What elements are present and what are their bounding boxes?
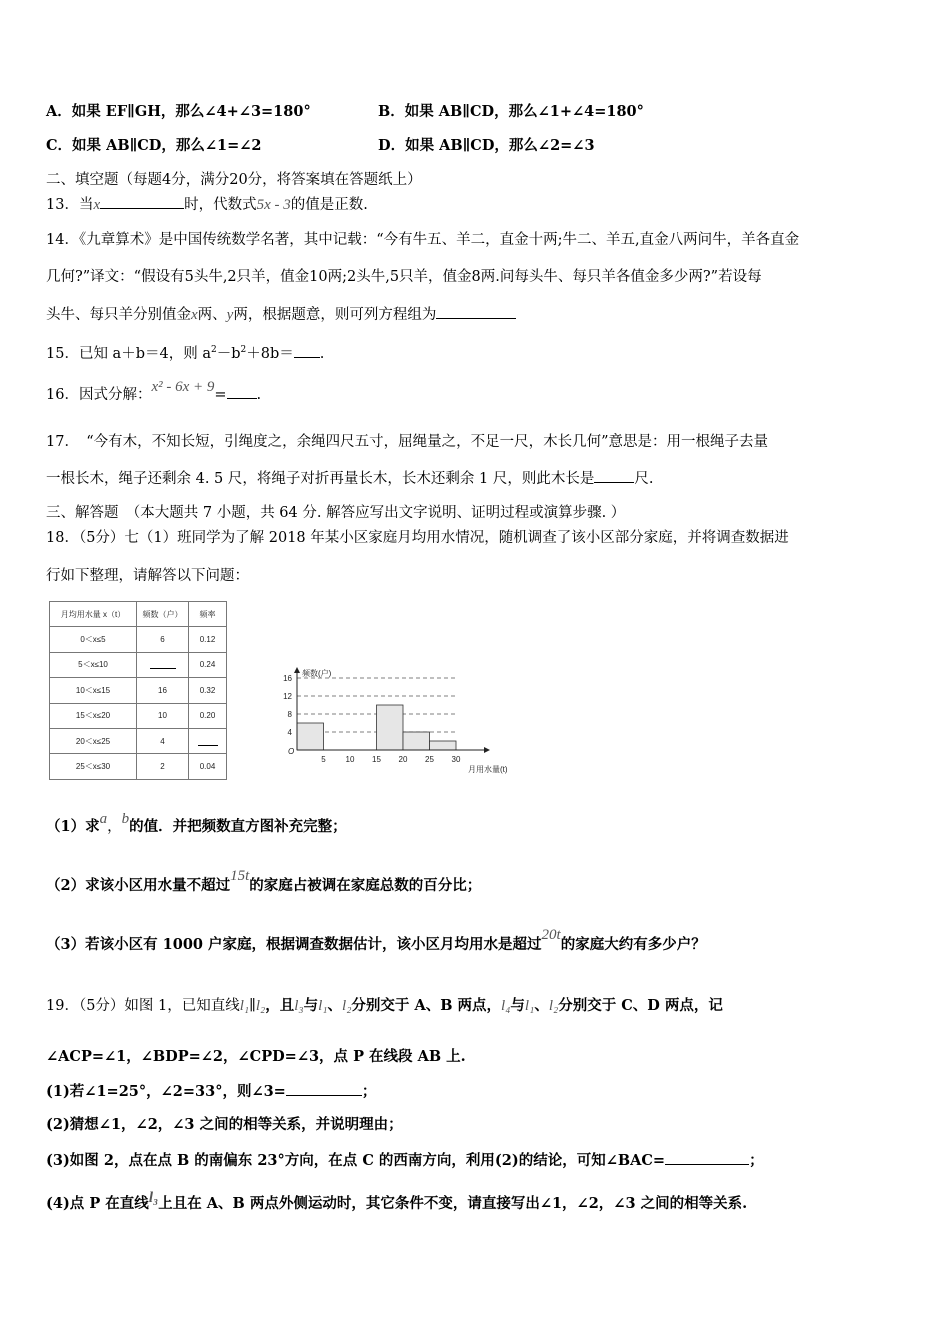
- q19-text: (4)点 P 在直线: [46, 1195, 149, 1212]
- histogram-bar: [297, 723, 324, 750]
- q19-text: 与: [303, 997, 319, 1014]
- answer-blank[interactable]: [594, 468, 634, 483]
- x-tick-label: 20: [398, 755, 408, 764]
- expression: x² - 6x + 9: [151, 379, 215, 395]
- q19-sub-2: (2)猜想∠1，∠2，∠3 之间的相等关系，并说明理由；: [46, 1116, 403, 1133]
- section-2-title: 二、填空题（每题4分，满分20分，将答案填在答题纸上）: [46, 172, 422, 188]
- q19-text: 、: [327, 997, 343, 1014]
- line-l1: l₁: [239, 998, 250, 1014]
- table-row: [50, 627, 227, 652]
- y-tick-label: 8: [287, 710, 292, 719]
- q16-text: 16．因式分解：: [46, 387, 152, 403]
- section-3-title: 三、解答题 （本大题共 7 小题，共 64 分. 解答应写出文字说明、证明过程或演算步骤. ）: [46, 505, 626, 521]
- var-b: b: [121, 811, 130, 827]
- x-tick-label: 30: [451, 755, 461, 764]
- answer-blank[interactable]: [665, 1150, 749, 1165]
- x-axis-label: 月用水量(t): [468, 765, 508, 774]
- table-cell: 0.24: [189, 652, 227, 677]
- q14-line-1: 14．《九章算术》是中国传统数学名著，其中记载：“今有牛五、羊二，直金十两;牛二、羊五,直金八两问牛，羊各直金: [46, 232, 800, 248]
- table-header-row: [50, 602, 227, 627]
- origin-label: O: [288, 747, 295, 756]
- table-row: [50, 728, 227, 753]
- line-l2: l₂: [342, 998, 352, 1014]
- q18-text: （2）求该小区用水量不超过: [46, 877, 231, 894]
- y-axis-label: 频数(户): [302, 669, 332, 678]
- q16-text: .: [256, 387, 262, 403]
- histogram-bar: [430, 741, 457, 750]
- y-tick-label: 16: [283, 674, 292, 683]
- q18-text: ，: [107, 819, 122, 835]
- q18-line-1: 18．（5分）七（1）班同学为了解 2018 年某小区家庭月均用水情况，随机调查了该小区部分家庭，并将调查数据进: [46, 530, 789, 546]
- value: 20t: [541, 927, 561, 943]
- table-cell: 0.04: [189, 754, 227, 779]
- q19-text: ，且: [265, 997, 295, 1014]
- q19-text: (3)如图 2，点在点 B 的南偏东 23°方向，在点 C 的西南方向，利用(2)的结论，可知∠BAC=: [46, 1152, 666, 1169]
- table-cell: 10: [137, 703, 189, 728]
- q13-text: 13．当: [46, 197, 94, 213]
- q18-sub-2: [46, 868, 482, 896]
- exponent: 2: [240, 345, 247, 355]
- answer-blank[interactable]: [286, 1081, 362, 1096]
- table-cell: 15＜x≤20: [50, 703, 137, 728]
- q14-text: 头牛、每只羊分别值金: [46, 307, 191, 323]
- var-y: y: [226, 307, 234, 323]
- q19-text: 分别交于 A、B 两点，: [351, 997, 502, 1014]
- q19-text: 、: [534, 997, 549, 1014]
- line-l1: l₁: [318, 998, 328, 1014]
- q19-text: ∥: [249, 998, 256, 1014]
- answer-blank-a[interactable]: [150, 658, 176, 669]
- q19-text: ；: [749, 1152, 764, 1169]
- question-15: [46, 340, 324, 364]
- answer-blank[interactable]: [100, 194, 184, 209]
- q18-sub-1: [46, 811, 347, 837]
- q19-sub-3: [46, 1150, 764, 1171]
- option-a: A．如果 EF∥GH，那么∠4+∠3=180°: [46, 103, 311, 120]
- question-16: [46, 379, 262, 405]
- x-tick-label: 15: [372, 755, 381, 764]
- line-l3: l₃: [148, 1190, 159, 1206]
- x-tick-label: 25: [425, 755, 434, 764]
- line-l4: l₄: [501, 998, 511, 1014]
- x-tick-label: 10: [345, 755, 355, 764]
- line-l2: l₂: [255, 998, 266, 1014]
- q16-text: =: [214, 387, 227, 403]
- table-row: [50, 652, 227, 677]
- table-cell: 10＜x≤15: [50, 678, 137, 703]
- q15-text: 15．已知 a＋b＝4，则 a: [46, 345, 211, 362]
- var-a: a: [99, 811, 108, 827]
- q13-text: 的值是正数.: [290, 197, 368, 213]
- answer-blank-b[interactable]: [198, 735, 218, 746]
- y-tick-label: 4: [287, 728, 292, 737]
- q18-text: （3）若该小区有 1000 户家庭，根据调查数据估计，该小区月均用水是超过: [46, 936, 542, 953]
- var-x: x: [93, 197, 101, 213]
- table-cell: 2: [137, 754, 189, 779]
- option-c: C．如果 AB∥CD，那么∠1=∠2: [46, 137, 262, 154]
- q14-line-3: [46, 304, 516, 325]
- table-cell: [189, 728, 227, 753]
- q19-text: 与: [510, 997, 525, 1014]
- q18-text: 的值．并把频数直方图补充完整；: [129, 818, 347, 835]
- value: 15t: [230, 868, 250, 884]
- option-b: B．如果 AB∥CD，那么∠1+∠4=180°: [378, 103, 644, 120]
- frequency-table: [49, 601, 227, 780]
- answer-blank[interactable]: [436, 304, 516, 319]
- x-tick-label: 5: [321, 755, 326, 764]
- line-l1: l₁: [524, 998, 535, 1014]
- q15-text: ＋8b＝: [246, 345, 294, 362]
- table-header: 频率: [189, 602, 227, 627]
- q19-sub-1: [46, 1081, 376, 1102]
- table-cell: 0.32: [189, 678, 227, 703]
- q19-text: (1)若∠1=25°，∠2=33°，则∠3=: [46, 1083, 286, 1100]
- line-l3: l₃: [294, 998, 304, 1014]
- table-row: [50, 754, 227, 779]
- question-13: [46, 194, 368, 215]
- histogram-bar: [403, 732, 430, 750]
- q17-line-2: [46, 468, 653, 489]
- answer-blank[interactable]: [227, 384, 257, 399]
- var-x: x: [191, 307, 198, 323]
- table-cell: 0.12: [189, 627, 227, 652]
- table-cell: 0.20: [189, 703, 227, 728]
- table-cell: [137, 652, 189, 677]
- answer-blank[interactable]: [294, 343, 320, 358]
- q19-line-1: [46, 996, 723, 1016]
- q14-text: 两，根据题意，则可列方程组为: [233, 307, 437, 323]
- histogram-bar: [377, 705, 404, 750]
- q17-line-1: 17． “今有木，不知长短，引绳度之，余绳四尺五寸，屈绳量之，不足一尺，木长几何”意思是：用一根绳子去量: [46, 434, 769, 450]
- q19-sub-4: [46, 1190, 748, 1214]
- table-cell: 0＜x≤5: [50, 627, 137, 652]
- q19-text: 上且在 A、B 两点外侧运动时，其它条件不变，请直接写出∠1，∠2，∠3 之间的相等关系.: [158, 1195, 748, 1212]
- expression: 5x - 3: [256, 197, 291, 213]
- q18-text: 的家庭大约有多少户？: [560, 936, 706, 953]
- table-cell: 5＜x≤10: [50, 652, 137, 677]
- q18-line-2: 行如下整理，请解答以下问题：: [46, 568, 249, 584]
- q19-text: ；: [361, 1083, 377, 1100]
- table-cell: 6: [137, 627, 189, 652]
- q18-text: 的家庭占被调在家庭总数的百分比；: [249, 877, 482, 894]
- q17-text: 尺.: [634, 471, 654, 487]
- q18-text: （1）求: [46, 818, 100, 835]
- table-header: 月均用水量 x（t）: [50, 602, 137, 627]
- q18-sub-3: [46, 927, 706, 955]
- line-l2: l₂: [548, 998, 559, 1014]
- q14-text: 两、: [197, 307, 227, 323]
- q13-text: 时，代数式: [184, 197, 257, 213]
- table-row: [50, 678, 227, 703]
- y-tick-label: 12: [283, 692, 292, 701]
- table-cell: 20＜x≤25: [50, 728, 137, 753]
- table-row: [50, 703, 227, 728]
- q14-line-2: 几何?”译文：“假设有5头牛,2只羊，值金10两;2头牛,5只羊，值金8两.问每头牛、每只羊各值金多少两?”若设每: [46, 269, 762, 285]
- q19-text: 19．（5分）如图 1，已知直线: [46, 998, 240, 1014]
- y-axis-arrow-icon: [294, 667, 300, 673]
- frequency-histogram: [270, 650, 520, 780]
- q15-text: －b: [216, 345, 241, 362]
- option-d: D．如果 AB∥CD，那么∠2=∠3: [378, 137, 595, 154]
- x-axis-arrow-icon: [484, 747, 490, 753]
- table-cell: 25＜x≤30: [50, 754, 137, 779]
- table-cell: 4: [137, 728, 189, 753]
- q19-text: 分别交于 C、D 两点，记: [558, 997, 723, 1014]
- table-header: 频数（户）: [137, 602, 189, 627]
- q17-text: 一根长木，绳子还剩余 4. 5 尺，将绳子对折再量长木，长木还剩余 1 尺，则此木长是: [46, 471, 595, 487]
- q19-line-2: ∠ACP=∠1，∠BDP=∠2，∠CPD=∠3，点 P 在线段 AB 上.: [46, 1048, 466, 1065]
- table-cell: 16: [137, 678, 189, 703]
- exponent: 2: [210, 345, 217, 355]
- q15-text: .: [319, 345, 325, 362]
